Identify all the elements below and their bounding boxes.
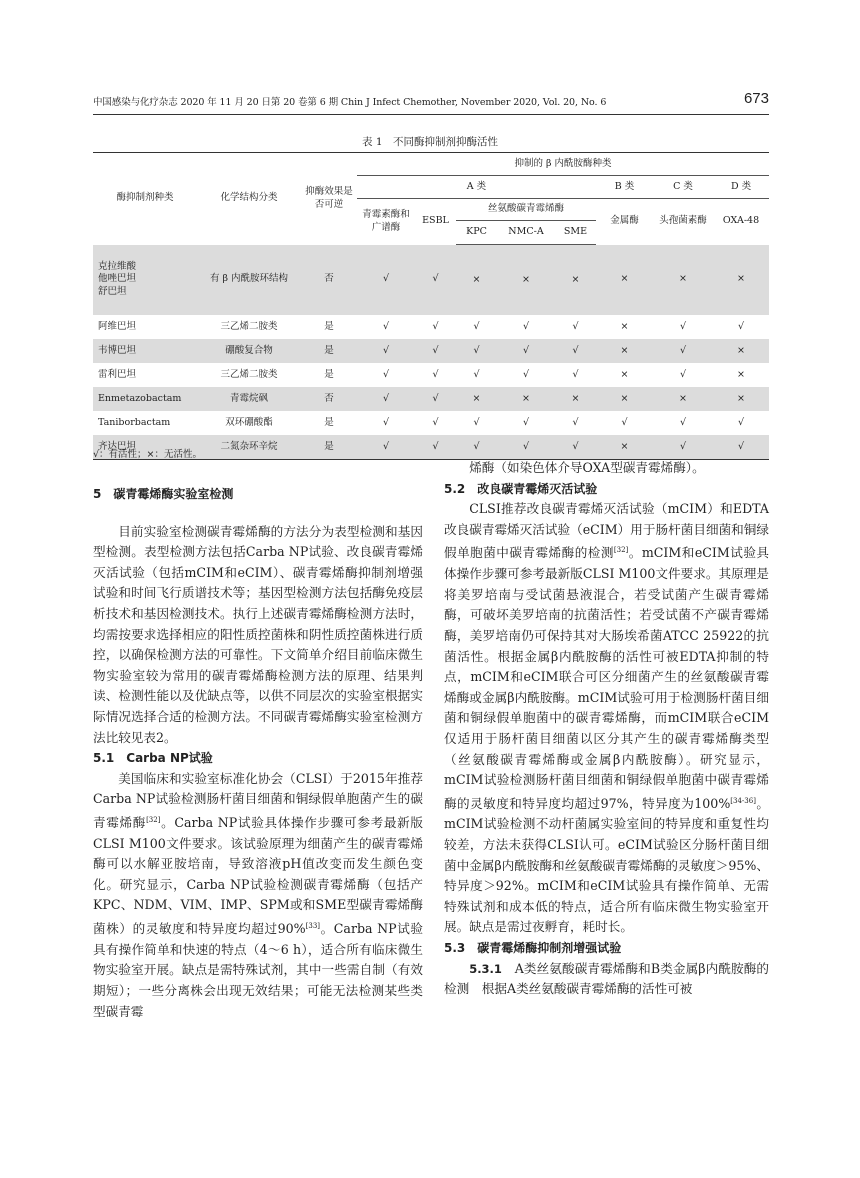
cell-reversible: 是 <box>324 416 334 428</box>
cell-activity: × <box>653 245 713 316</box>
left-column <box>93 470 423 1022</box>
table-row <box>93 315 769 339</box>
cell-activity: √ <box>357 435 415 460</box>
cell-activity: √ <box>497 339 555 363</box>
cell-inhibitor: Enmetazobactam <box>93 387 197 411</box>
cell-structure: 三乙烯二胺类 <box>220 320 278 332</box>
cell-activity: × <box>497 387 555 411</box>
table-row <box>93 245 769 316</box>
cell-structure: 三乙烯二胺类 <box>220 368 278 380</box>
cell-activity: × <box>737 368 745 380</box>
cell-reversible: 是 <box>301 339 357 363</box>
cell-reversible: 是 <box>324 320 334 332</box>
cell-activity: √ <box>653 435 713 460</box>
cell-structure: 硼酸复合物 <box>197 339 301 363</box>
cell-activity: √ <box>357 387 415 411</box>
cell-activity: √ <box>382 320 390 332</box>
cell-activity: √ <box>679 416 687 428</box>
section-5-2-title: 5.2 改良碳青霉烯灭活试验 <box>444 481 598 496</box>
running-header <box>93 92 769 115</box>
table-row <box>93 411 769 435</box>
cell-activity: √ <box>621 416 628 428</box>
table-row <box>93 363 769 387</box>
cell-structure: 双环硼酸酯 <box>225 416 273 428</box>
header-metallo: 金属酶 <box>610 215 639 227</box>
header-enzyme-group: 抑制的 β 内酰胺酶种类 <box>357 153 769 176</box>
cell-activity: × <box>596 435 653 460</box>
cell-activity: √ <box>737 320 745 332</box>
cell-activity: √ <box>415 435 456 460</box>
header-cephalosporinase: 头孢菌素酶 <box>659 215 707 227</box>
header-penicillinase: 青霉素酶和广谱酶 <box>362 208 410 233</box>
cell-activity: √ <box>432 368 439 380</box>
cell-activity: × <box>497 245 555 316</box>
cell-activity: √ <box>473 368 480 380</box>
cell-activity: √ <box>572 368 579 380</box>
cell-activity: × <box>620 368 629 380</box>
cell-activity: √ <box>555 435 596 460</box>
cell-activity: × <box>456 245 497 316</box>
cell-activity: × <box>555 245 596 316</box>
table-body <box>93 245 769 460</box>
cell-activity: √ <box>473 416 480 428</box>
header-sme: SME <box>555 221 596 245</box>
cell-activity: × <box>713 387 769 411</box>
header-kpc: KPC <box>456 221 497 245</box>
cell-activity: √ <box>555 339 596 363</box>
cell-inhibitor: Taniborbactam <box>98 416 171 428</box>
section-5-3-1-paragraph: 5.3.1 A类丝氨酸碳青霉烯酶和B类金属β内酰胺酶的检测 根据A类丝氨酸碳青霉烯酶的活性可被 <box>444 960 769 997</box>
header-class-a: A 类 <box>357 176 596 199</box>
header-class-d: D 类 <box>713 176 769 199</box>
section-5-2-paragraph: CLSI推荐改良碳青霉烯灭活试验（mCIM）和EDTA改良碳青霉烯灭活试验（eCIM）用于肠杆菌目细菌和铜绿假单胞菌中碳青霉烯酶的检测[32]。mCIM和eCIM试验具体操作步骤可参考最新版CLSI M100文件要求。其原理是将美罗培南与受试菌悬液混合，若受试菌产生碳青霉烯酶，可破坏美罗培南的抗菌活性；若受试菌不产碳青霉烯酶，美罗培南仍可保持其对大肠埃希菌ATCC 25922的抗菌活性。根据金属β内酰胺酶的活性可被EDTA抑制的特点，mCIM和eCIM联合可区分细菌产生的丝氨酸碳青霉烯酶或金属β内酰胺酶。mCIM试验可用于检测肠杆菌目细菌和铜绿假单胞菌中的碳青霉烯酶，而mCIM联合eCIM仅适用于肠杆菌目细菌以区分其产生的碳青霉烯酶类型（丝氨酸碳青霉烯酶或金属β内酰胺酶）。研究显示，mCIM试验检测肠杆菌目细菌和铜绿假单胞菌中碳青霉烯酶的灵敏度和特异度均超过97%，特异度为100%[34-36]。mCIM试验检测不动杆菌属实验室间的特异度和重复性均较差，方法未获得CLSI认可。eCIM试验区分肠杆菌目细菌中金属β内酰胺酶和丝氨酸碳青霉烯酶的灵敏度＞95%、特异度＞92%。mCIM和eCIM试验具有操作简单、无需特殊试剂和成本低的特点，适合所有临床微生物实验室开展。缺点是需过夜孵育，耗时长。 <box>444 501 770 935</box>
cell-activity: × <box>555 387 596 411</box>
header-class-c: C 类 <box>653 176 713 199</box>
cell-inhibitor: 阿维巴坦 <box>98 320 137 332</box>
cell-reversible: 否 <box>301 245 357 316</box>
cell-activity: × <box>596 245 653 316</box>
header-reversible: 抑酶效果是否可逆 <box>301 153 357 245</box>
cell-reversible: 是 <box>301 435 357 460</box>
section-5-paragraph: 目前实验室检测碳青霉烯酶的方法分为表型检测和基因型检测。表型检测方法包括Carba NP试验、改良碳青霉烯灭活试验（包括mCIM和eCIM）、碳青霉烯酶抑制剂增强试验和时间飞行质谱技术等；基因型检测方法包括酶免疫层析技术和基因检测技术。执行上述碳青霉烯酶检测方法时，均需按要求选择相应的阳性质控菌株和阴性质控菌株进行质控，以确保检测方法的可靠性。下文简单介绍目前临床微生物实验室较为常用的碳青霉烯酶检测方法的原理、结果判读、检测性能以及优缺点等，以供不同层次的实验室根据实际情况选择合适的检测方法。不同碳青霉烯酶实验室检测方法比较见表2。 <box>93 523 423 745</box>
cell-activity: √ <box>357 339 415 363</box>
cell-structure: 青霉烷砜 <box>197 387 301 411</box>
section-5-3-title: 5.3 碳青霉烯酶抑制剂增强试验 <box>444 941 622 956</box>
cell-activity: √ <box>415 245 456 316</box>
continued-text: 烯酶（如染色体介导OXA型碳青霉烯酶）。 <box>469 460 705 475</box>
cell-activity: √ <box>679 368 687 380</box>
cell-activity: √ <box>522 368 530 380</box>
cell-activity: √ <box>456 339 497 363</box>
table-note: √：有活性；×：无活性。 <box>93 449 203 460</box>
cell-activity: √ <box>473 320 480 332</box>
cell-inhibitor: 齐达巴坦 <box>93 435 197 460</box>
cell-activity: × <box>620 320 629 332</box>
cell-activity: × <box>596 339 653 363</box>
cell-activity: √ <box>497 435 555 460</box>
header-oxa48: OXA-48 <box>722 215 760 227</box>
section-5-1-title: 5.1 Carba NP试验 <box>93 751 213 766</box>
journal-citation: 中国感染与化疗杂志 2020 年 11 月 20 日第 20 卷第 6 期 Chin J Infect Chemother, November 2020, Vol. 20, No. 6 <box>93 97 607 108</box>
cell-activity: × <box>653 387 713 411</box>
cell-reversible: 是 <box>324 368 334 380</box>
table-row <box>93 387 769 411</box>
cell-activity: × <box>713 339 769 363</box>
cell-reversible: 否 <box>301 387 357 411</box>
cell-activity: √ <box>432 416 439 428</box>
cell-inhibitor: 雷利巴坦 <box>98 368 137 380</box>
section-5-title: 5 碳青霉烯酶实验室检测 <box>93 487 234 501</box>
header-structure: 化学结构分类 <box>197 153 301 245</box>
section-5-1-paragraph: 美国临床和实验室标准化协会（CLSI）于2015年推荐Carba NP试验检测肠杆菌目细菌和铜绿假单胞菌产生的碳青霉烯酶[32]。Carba NP试验具体操作步骤可参考最新版CLSI M100文件要求。该试验原理为细菌产生的碳青霉烯酶可以水解亚胺培南，导致溶液pH值改变而发生颜色变化。研究显示，Carba NP试验检测碳青霉烯酶（包括产KPC、NDM、VIM、IMP、SPM或和SME型碳青霉烯酶菌株）的灵敏度和特异度均超过90%[33]。Carba NP试验具有操作简单和快速的特点（4～6 h），适合所有临床微生物实验室开展。缺点是需特殊试剂，其中一些需自制（有效期短）；一些分离株会出现无效结果；可能无法检测某些类型碳青霉 <box>93 770 424 1019</box>
cell-activity: √ <box>737 416 745 428</box>
header-inhibitor: 酶抑制剂种类 <box>93 153 197 245</box>
header-nmc: NMC-A <box>497 221 555 245</box>
table-caption: 表 1 不同酶抑制剂抑酶活性 <box>361 136 499 148</box>
inhibitor-activity-table <box>93 152 769 460</box>
cell-activity: √ <box>522 320 530 332</box>
cell-activity: × <box>713 245 769 316</box>
cell-activity: × <box>596 387 653 411</box>
cell-activity: √ <box>382 368 390 380</box>
table-row <box>93 339 769 363</box>
header-esbl: ESBL <box>422 215 449 227</box>
cell-activity: √ <box>382 416 390 428</box>
header-serine-carbapenemase: 丝氨酸碳青霉烯酶 <box>456 199 596 221</box>
cell-activity: √ <box>572 320 579 332</box>
cell-structure: 有 β 内酰胺环结构 <box>197 245 301 316</box>
cell-inhibitor: 韦博巴坦 <box>93 339 197 363</box>
cell-activity: √ <box>572 416 579 428</box>
cell-structure: 二氮杂环辛烷 <box>197 435 301 460</box>
right-column <box>444 458 769 1000</box>
cell-inhibitor: 克拉维酸 他唑巴坦 舒巴坦 <box>93 245 197 316</box>
header-class-b: B 类 <box>596 176 653 199</box>
cell-activity: √ <box>522 416 530 428</box>
cell-activity: √ <box>357 245 415 316</box>
page-number: 673 <box>743 90 769 107</box>
cell-activity: √ <box>713 435 769 460</box>
cell-activity: × <box>456 387 497 411</box>
cell-activity: √ <box>415 339 456 363</box>
cell-activity: √ <box>456 435 497 460</box>
cell-activity: √ <box>432 320 439 332</box>
cell-activity: √ <box>679 320 687 332</box>
cell-activity: √ <box>653 339 713 363</box>
cell-activity: √ <box>415 387 456 411</box>
